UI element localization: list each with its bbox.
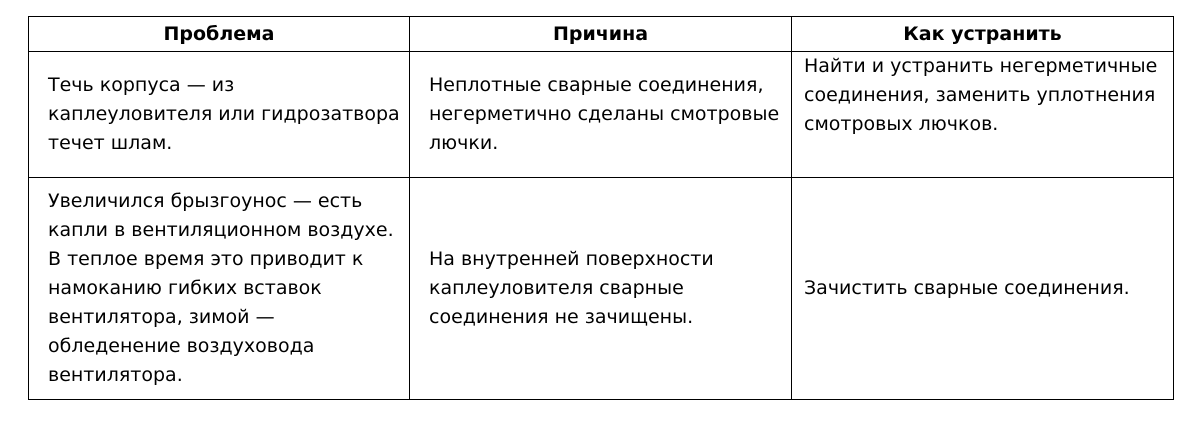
header-cause: Причина (410, 17, 792, 52)
fix-cell: Найти и устранить негерметичные соединения, заменить уплотнения смотровых лючков. (792, 52, 1174, 178)
problem-cell: Увеличился брызгоунос — есть капли в вентиляционном воздухе. В теплое время это приводит к намоканию гибких вставок вентилятора, зимой — обледенение воздуховода вентилятора. (29, 178, 410, 400)
fix-cell: Зачистить сварные соединения. (792, 178, 1174, 400)
header-problem: Проблема (29, 17, 410, 52)
table-row (29, 178, 1174, 400)
table-row (29, 52, 1174, 178)
troubleshooting-table (28, 16, 1174, 400)
cause-cell: На внутренней поверхности каплеуловителя сварные соединения не зачищены. (410, 178, 792, 400)
table-body (29, 52, 1174, 400)
problem-cell: Течь корпуса — из каплеуловителя или гидрозатвора течет шлам. (29, 52, 410, 178)
header-fix: Как устранить (792, 17, 1174, 52)
cause-cell: Неплотные сварные соединения, негерметично сделаны смотровые лючки. (410, 52, 792, 178)
header-row (29, 17, 1174, 52)
table-header (29, 17, 1174, 52)
